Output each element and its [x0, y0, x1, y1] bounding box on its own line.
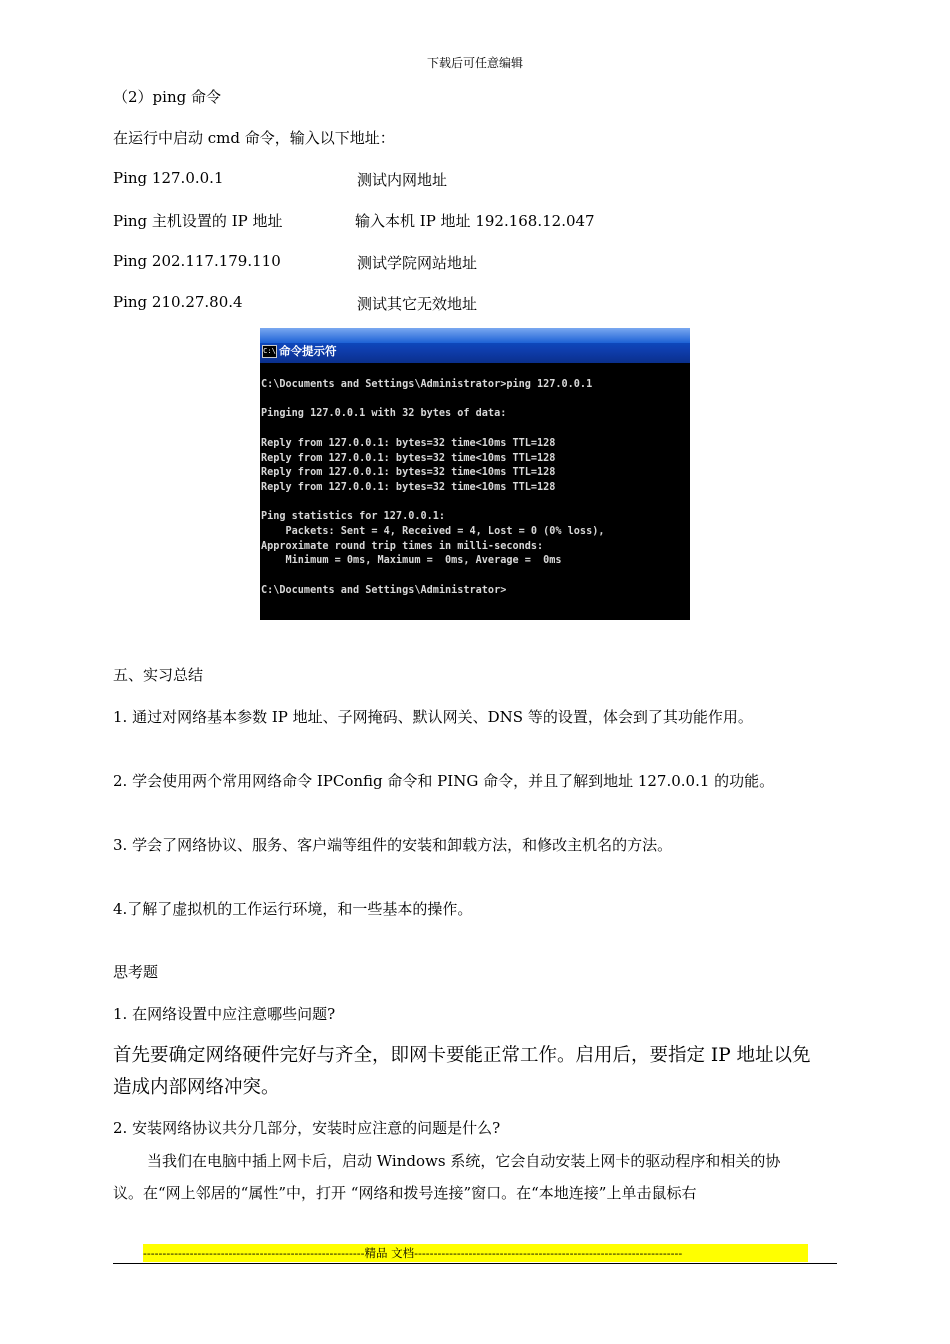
question-1: 1. 在网络设置中应注意哪些问题? [113, 1005, 336, 1023]
answer-2-line-2: 议。在“网上邻居的“属性”中，打开 “网络和拨号连接”窗口。在“本地连接”上单击鼠标右 [113, 1184, 697, 1202]
ping-desc-1: 测试内网地址 [357, 171, 448, 189]
cmd-window-screenshot [260, 328, 690, 620]
ping-desc-3: 测试学院网站地址 [357, 254, 478, 272]
answer-2-line-1: 当我们在电脑中插上网卡后，启动 Windows 系统，它会自动安装上网卡的驱动程序和相关的协 [147, 1152, 781, 1170]
ping-intro: 在运行中启动 cmd 命令，输入以下地址： [113, 129, 395, 147]
ping-cmd-2: Ping 主机设置的 IP 地址 [113, 212, 283, 230]
cmd-prompt-icon: C:\ [262, 345, 277, 358]
ping-desc-2: 输入本机 IP 地址 192.168.12.047 [355, 212, 595, 230]
footer-banner: ---------------------------------------------------------精品 文档--------------------------------------------------------------------- [143, 1244, 808, 1262]
cmd-output: C:\Documents and Settings\Administrator>ping 127.0.0.1 Pinging 127.0.0.1 with 32 bytes of data: Reply from 127.0.0.1: bytes=32 time<10ms TTL=128 Reply from 127.0.0.1: bytes=32 time<10ms TTL=128 Reply from 127.0.0.1: bytes=32 time<10ms TTL=128 Reply from 127.0.0.1: bytes=32 time<10ms TTL=128 Ping statistics for 127.0.0.1: Packets: Sent = 4, Received = 4, Lost = 0 (0% loss), Approximate round trip times in milli-seconds: Minimum = 0ms, Maximum = 0ms, Average = 0ms C:\Documents and Settings\Administrator> [261, 379, 605, 596]
ping-cmd-3: Ping 202.117.179.110 [113, 252, 281, 270]
footer-rule [113, 1263, 837, 1264]
titlebar-strip [260, 328, 690, 343]
question-2: 2. 安装网络协议共分几部分，安装时应注意的问题是什么? [113, 1119, 501, 1137]
ping-desc-4: 测试其它无效地址 [357, 295, 478, 313]
summary-item-2: 2. 学会使用两个常用网络命令 IPConfig 命令和 PING 命令，并且了解到地址 127.0.0.1 的功能。 [113, 772, 775, 790]
ping-section-title: （2）ping 命令 [113, 88, 221, 106]
cmd-titlebar [260, 328, 690, 363]
page-header: 下载后可任意编辑 [426, 56, 523, 70]
summary-item-1: 1. 通过对网络基本参数 IP 地址、子网掩码、默认网关、DNS 等的设置，体会到了其功能作用。 [113, 708, 753, 726]
ping-cmd-1: Ping 127.0.0.1 [113, 169, 224, 187]
ping-cmd-4: Ping 210.27.80.4 [113, 293, 243, 311]
questions-title: 思考题 [113, 963, 159, 981]
summary-item-4: 4.了解了虚拟机的工作运行环境，和一些基本的操作。 [113, 900, 473, 918]
answer-1-line-1: 首先要确定网络硬件完好与齐全，即网卡要能正常工作。启用后，要指定 IP 地址以免 [113, 1045, 811, 1066]
summary-title: 五、实习总结 [113, 666, 204, 684]
cmd-window-title: 命令提示符 [279, 344, 337, 358]
summary-item-3: 3. 学会了网络协议、服务、客户端等组件的安装和卸载方法，和修改主机名的方法。 [113, 836, 673, 854]
answer-1-line-2: 造成内部网络冲突。 [113, 1077, 280, 1098]
